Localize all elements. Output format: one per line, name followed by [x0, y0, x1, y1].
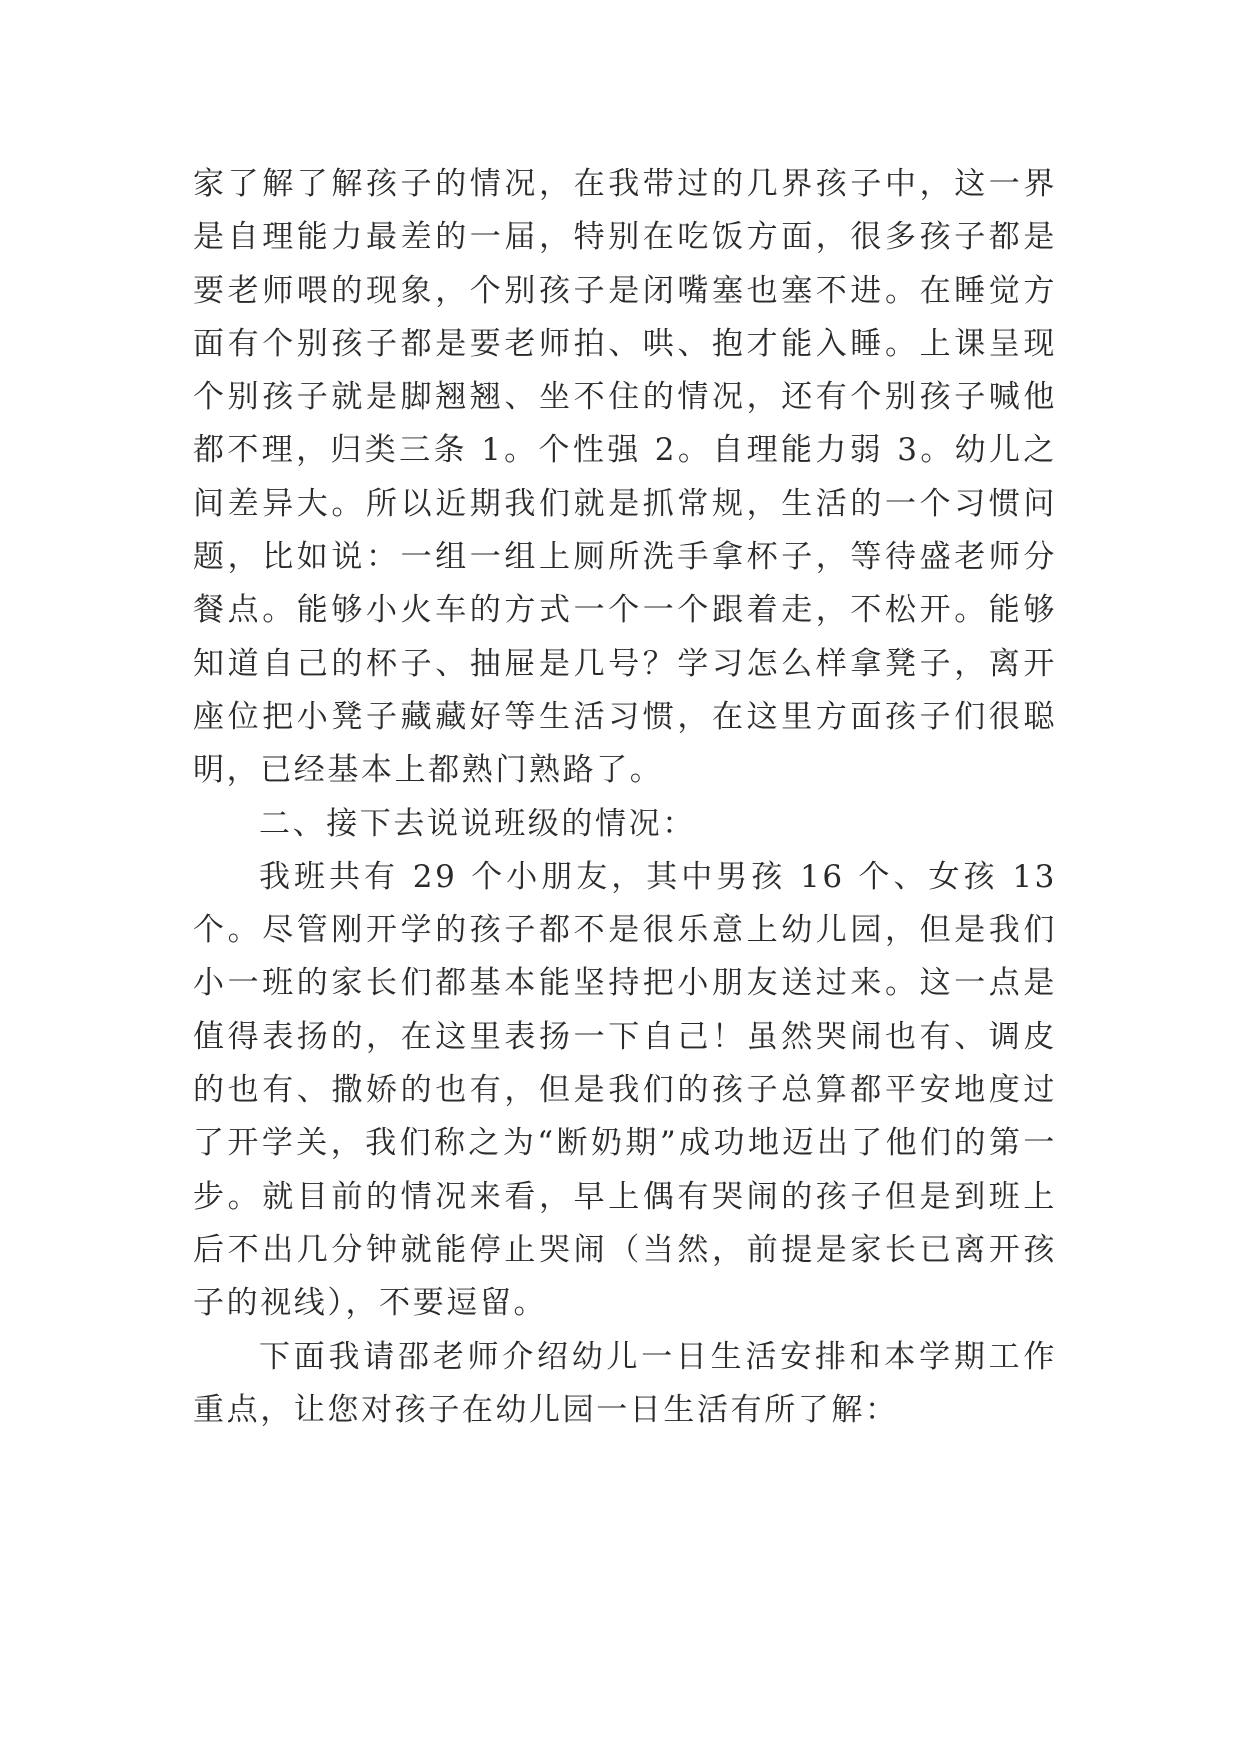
section-heading-class-situation: 二、接下去说说班级的情况：: [259, 805, 696, 842]
paragraph-class-overview: 我班共有 29 个小朋友，其中男孩 16 个、女孩 13 个。尽管刚开学的孩子都不是很乐意上幼儿园，但是我们小一班的家长们都基本能坚持把小朋友送过来。这一点是值得表扬的，在这里表扬一下自己！虽然哭闹也有、调皮的也有、撒娇的也有，但是我们的孩子总算都平安地度过了开学关，我们称之为“断奶期”成功地迈出了他们的第一步。就目前的情况来看，早上偶有哭闹的孩子但是到班上后不出几分钟就能停止哭闹（当然，前提是家长已离开孩子的视线），不要逗留。: [193, 858, 1057, 1322]
paragraph-introduction: 下面我请邵老师介绍幼儿一日生活安排和本学期工作重点，让您对孩子在幼儿园一日生活有所了解：: [193, 1338, 1057, 1428]
paragraph-continuation: 家了解了解孩子的情况，在我带过的几界孩子中，这一界是自理能力最差的一届，特别在吃饭方面，很多孩子都是要老师喂的现象，个别孩子是闭嘴塞也塞不进。在睡觉方面有个别孩子都是要老师拍、哄、抱才能入睡。上课呈现个别孩子就是脚翘翘、坐不住的情况，还有个别孩子喊他都不理，归类三条 1。个性强 2。自理能力弱 3。幼儿之间差异大。所以近期我们就是抓常规，生活的一个习惯问题，比如说：一组一组上厕所洗手拿杯子，等待盛老师分餐点。能够小火车的方式一个一个跟着走，不松开。能够知道自己的杯子、抽屉是几号？学习怎么样拿凳子，离开座位把小凳子藏藏好等生活习惯，在这里方面孩子们很聪明，已经基本上都熟门熟路了。: [193, 166, 1057, 789]
document-body: [193, 158, 1057, 1437]
